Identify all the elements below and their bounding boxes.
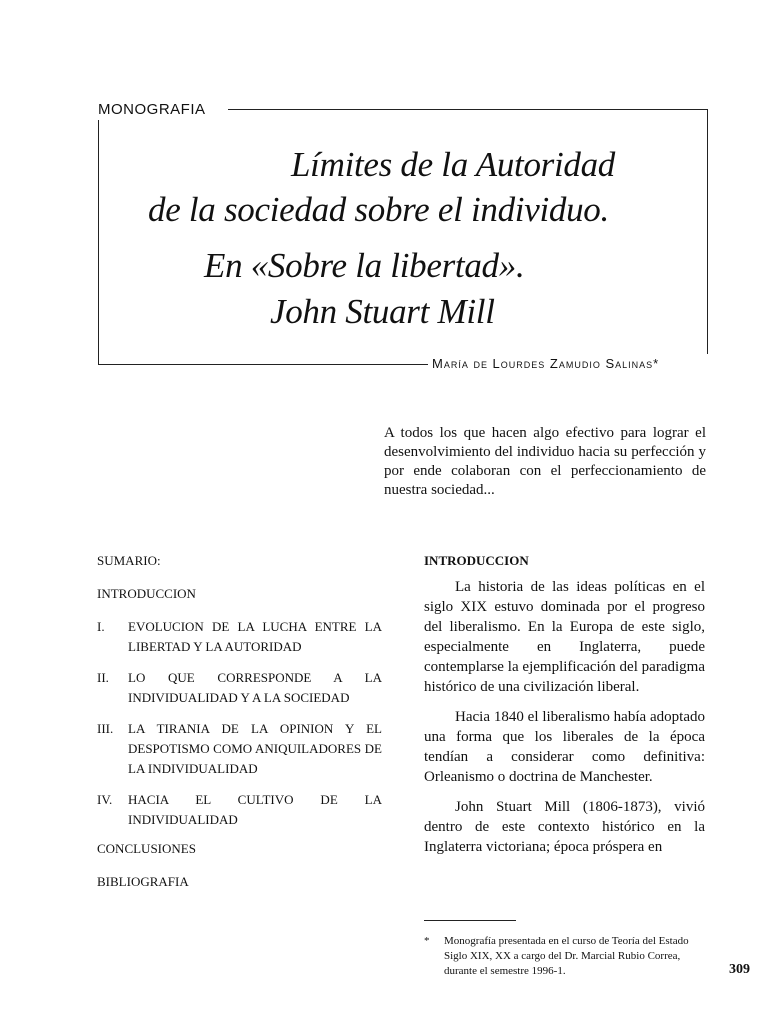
introduccion-paragraph: John Stuart Mill (1806-1873), vivió dentro de este contexto histórico en la Inglaterra victoriana; época próspera en [424, 799, 705, 855]
sumario-item-number: II. [97, 670, 109, 685]
title-line-4: John Stuart Mill [270, 292, 495, 331]
sumario-item-text: LO QUE CORRESPONDE A LA INDIVIDUALIDAD Y A LA SOCIEDAD [128, 670, 382, 705]
footnote-rule [424, 920, 516, 921]
introduccion-heading: INTRODUCCION [424, 553, 529, 568]
sumario-item-number: III. [97, 721, 114, 736]
sumario-item [97, 790, 382, 830]
section-label: MONOGRAFIA [98, 101, 206, 118]
author-name: María de Lourdes Zamudio Salinas* [432, 356, 660, 371]
footnote [424, 934, 708, 979]
title-line-1: Límites de la Autoridad [291, 145, 615, 184]
sumario-item [97, 719, 382, 779]
sumario-item-text: LA TIRANIA DE LA OPINION Y EL DESPOTISMO COMO ANIQUILADORES DE LA INDIVIDUALIDAD [128, 721, 382, 776]
frame-left-rule [98, 120, 99, 365]
sumario-title: SUMARIO: [97, 553, 161, 568]
page-number: 309 [729, 962, 750, 977]
introduccion [424, 553, 705, 867]
sumario-item-number: IV. [97, 792, 113, 807]
frame-bottom-rule [98, 364, 428, 365]
frame-top-rule [228, 109, 708, 110]
sumario-item-number: I. [97, 619, 105, 634]
sumario-item [97, 668, 382, 708]
sumario-conclusiones: CONCLUSIONES [97, 841, 196, 856]
introduccion-paragraph: La historia de las ideas políticas en el siglo XIX estuvo dominada por el progreso del liberalismo. En la Europa de este siglo, especialmente en Inglaterra, puede contemplarse la ejemplificación del paradigma histórico de una civilización liberal. [424, 579, 705, 695]
footnote-mark: * [424, 935, 430, 947]
sumario-item [97, 617, 382, 657]
sumario-item-text: HACIA EL CULTIVO DE LA INDIVIDUALIDAD [128, 792, 382, 827]
title-line-2: de la sociedad sobre el individuo. [148, 190, 609, 229]
title-line-3: En «Sobre la libertad». [204, 246, 525, 285]
introduccion-paragraph: Hacia 1840 el liberalismo había adoptado una forma que los liberales de la época tendían a considerar como definitiva: Orleanismo o doctrina de Manchester. [424, 709, 705, 785]
sumario-item-text: EVOLUCION DE LA LUCHA ENTRE LA LIBERTAD Y LA AUTORIDAD [128, 619, 382, 654]
sumario [97, 553, 382, 907]
frame-right-rule [707, 109, 708, 354]
dedication: A todos los que hacen algo efectivo para lograr el desenvolvimiento del individuo hacia su perfección y por ende colaboran con el perfeccionamiento de nuestra sociedad... [384, 425, 706, 498]
sumario-bibliografia: BIBLIOGRAFIA [97, 874, 189, 889]
sumario-intro: INTRODUCCION [97, 586, 196, 601]
footnote-text: Monografía presentada en el curso de Teoría del Estado Siglo XIX, XX a cargo del Dr. Marcial Rubio Correa, durante el semestre 1996-1. [444, 935, 689, 977]
